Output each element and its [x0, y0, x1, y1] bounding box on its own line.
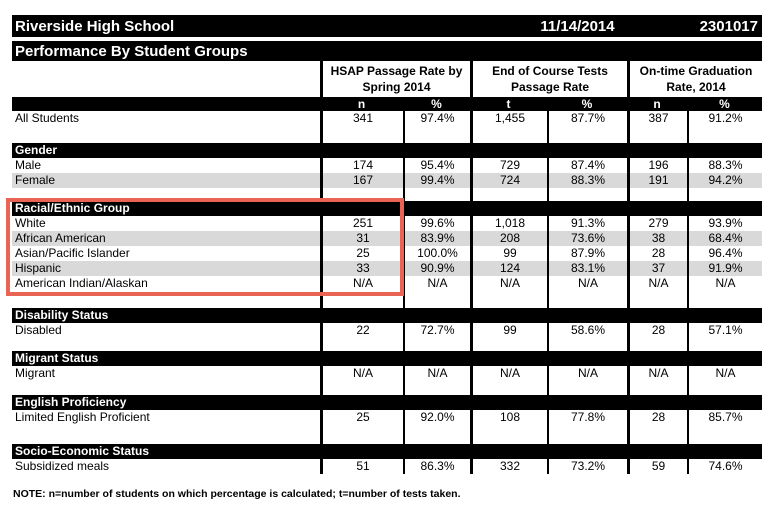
data-cell: 31: [320, 231, 403, 246]
data-cell: 729: [470, 158, 547, 173]
data-cell: 28: [627, 410, 687, 425]
data-cell: 99: [470, 246, 547, 261]
section-header: Migrant Status: [12, 351, 762, 366]
data-cell: 87.9%: [547, 246, 627, 261]
table-row: [12, 246, 762, 261]
data-cell: N/A: [627, 366, 687, 381]
subcol-pct-2: %: [581, 97, 593, 111]
table-row: [12, 276, 762, 291]
data-cell: 22: [320, 323, 403, 338]
row-label: White: [15, 216, 46, 230]
data-cell: 38: [627, 231, 687, 246]
data-cell: 73.6%: [547, 231, 627, 246]
table-row: [12, 158, 762, 173]
data-cell: 99.6%: [403, 216, 470, 231]
spacer-row: [12, 291, 762, 308]
data-cell: 94.2%: [687, 173, 762, 188]
data-cell: 208: [470, 231, 547, 246]
table-row: [12, 459, 762, 474]
table-row: [12, 173, 762, 188]
row-label: Hispanic: [15, 261, 62, 275]
school-name: Riverside High School: [15, 17, 175, 35]
data-cell: N/A: [320, 366, 403, 381]
subcol-n-2: n: [653, 97, 661, 111]
footnote: NOTE: n=number of students on which percentage is calculated; t=number of tests taken.: [13, 488, 461, 500]
spacer-row: [12, 381, 762, 395]
column-group-graduation: [627, 61, 762, 97]
data-cell: N/A: [687, 366, 762, 381]
data-cell: 92.0%: [403, 410, 470, 425]
page-title: Performance By Student Groups: [15, 42, 248, 60]
data-cell: 86.3%: [403, 459, 470, 474]
row-label: Limited English Proficient: [15, 410, 150, 424]
section-title-bar: [12, 41, 762, 61]
subcol-pct-3: %: [719, 97, 730, 111]
column-group-header-row: [12, 61, 762, 97]
data-cell: 96.4%: [687, 246, 762, 261]
section-header: English Proficiency: [12, 395, 762, 410]
school-id: 2301017: [699, 17, 758, 35]
data-cell: 1,455: [470, 111, 547, 126]
column-group-title: End of Course Tests: [492, 64, 608, 78]
data-cell: 25: [320, 410, 403, 425]
row-label: Disabled: [15, 323, 62, 337]
data-cell: 77.8%: [547, 410, 627, 425]
data-cell: 37: [627, 261, 687, 276]
column-group-title: On-time Graduation: [639, 64, 753, 78]
data-cell: 108: [470, 410, 547, 425]
data-cell: 1,018: [470, 216, 547, 231]
data-cell: N/A: [547, 366, 627, 381]
sub-column-header-row: [12, 97, 762, 111]
data-cell: N/A: [470, 366, 547, 381]
data-cell: 33: [320, 261, 403, 276]
data-cell: 91.9%: [687, 261, 762, 276]
data-cell: 100.0%: [403, 246, 470, 261]
data-cell: 341: [320, 111, 403, 126]
subcol-t: t: [506, 97, 511, 111]
data-cell: N/A: [547, 276, 627, 291]
data-cell: 91.3%: [547, 216, 627, 231]
data-cell: 28: [627, 246, 687, 261]
row-label: Male: [15, 158, 42, 172]
data-cell: 72.7%: [403, 323, 470, 338]
table-row: [12, 323, 762, 338]
data-cell: 83.9%: [403, 231, 470, 246]
data-cell: N/A: [403, 276, 470, 291]
data-cell: 97.4%: [403, 111, 470, 126]
row-label: American Indian/Alaskan: [15, 276, 148, 290]
data-cell: 74.6%: [687, 459, 762, 474]
data-cell: 387: [627, 111, 687, 126]
data-cell: 95.4%: [403, 158, 470, 173]
data-cell: N/A: [320, 276, 403, 291]
data-cell: N/A: [627, 276, 687, 291]
data-cell: 167: [320, 173, 403, 188]
data-cell: 332: [470, 459, 547, 474]
data-cell: 251: [320, 216, 403, 231]
column-group-subtitle: Rate, 2014: [666, 80, 726, 94]
subcol-pct-1: %: [431, 97, 442, 111]
data-cell: 91.2%: [687, 111, 762, 126]
column-group-subtitle: Spring 2014: [362, 80, 431, 94]
school-header-bar: [12, 15, 762, 37]
data-cell: 90.9%: [403, 261, 470, 276]
column-group-eoc: [470, 61, 627, 97]
table-row: [12, 231, 762, 246]
data-cell: 279: [627, 216, 687, 231]
data-cell: 25: [320, 246, 403, 261]
data-cell: 87.7%: [547, 111, 627, 126]
table-row: [12, 410, 762, 425]
row-label: Asian/Pacific Islander: [15, 246, 130, 260]
data-cell: 88.3%: [687, 158, 762, 173]
label-column-gap: [12, 61, 320, 97]
data-cell: 196: [627, 158, 687, 173]
data-cell: 191: [627, 173, 687, 188]
data-cell: 99.4%: [403, 173, 470, 188]
row-label: Subsidized meals: [15, 459, 110, 473]
spacer-row: [12, 338, 762, 351]
subcol-n-1: n: [357, 97, 366, 111]
section-header: Gender: [12, 143, 762, 158]
table-row: [12, 261, 762, 276]
data-cell: 59: [627, 459, 687, 474]
spacer-row: [12, 188, 762, 201]
data-cell: 87.4%: [547, 158, 627, 173]
section-header: Disability Status: [12, 308, 762, 323]
data-cell: 99: [470, 323, 547, 338]
data-cell: N/A: [403, 366, 470, 381]
data-cell: 73.2%: [547, 459, 627, 474]
data-cell: 85.7%: [687, 410, 762, 425]
data-cell: 88.3%: [547, 173, 627, 188]
data-cell: 28: [627, 323, 687, 338]
row-label: All Students: [15, 111, 80, 125]
column-group-subtitle: Passage Rate: [510, 80, 590, 94]
data-cell: 68.4%: [687, 231, 762, 246]
spacer-row: [12, 425, 762, 444]
table-row: [12, 216, 762, 231]
data-cell: 93.9%: [687, 216, 762, 231]
table-body: [12, 111, 762, 474]
row-label: Migrant: [15, 366, 56, 380]
section-header: Racial/Ethnic Group: [12, 201, 762, 216]
column-group-title: HSAP Passage Rate by: [330, 64, 463, 78]
spacer-row: [12, 126, 762, 143]
data-cell: 51: [320, 459, 403, 474]
table-row: [12, 366, 762, 381]
data-cell: 724: [470, 173, 547, 188]
row-label: African American: [15, 231, 106, 245]
report-date: 11/14/2014: [540, 17, 615, 35]
data-cell: N/A: [470, 276, 547, 291]
data-cell: 58.6%: [547, 323, 627, 338]
column-group-hsap: [320, 61, 470, 97]
table-row: [12, 111, 762, 126]
data-cell: 174: [320, 158, 403, 173]
data-cell: 83.1%: [547, 261, 627, 276]
section-header: Socio-Economic Status: [12, 444, 762, 459]
data-cell: 57.1%: [687, 323, 762, 338]
row-label: Female: [15, 173, 56, 187]
data-cell: N/A: [687, 276, 762, 291]
data-cell: 124: [470, 261, 547, 276]
